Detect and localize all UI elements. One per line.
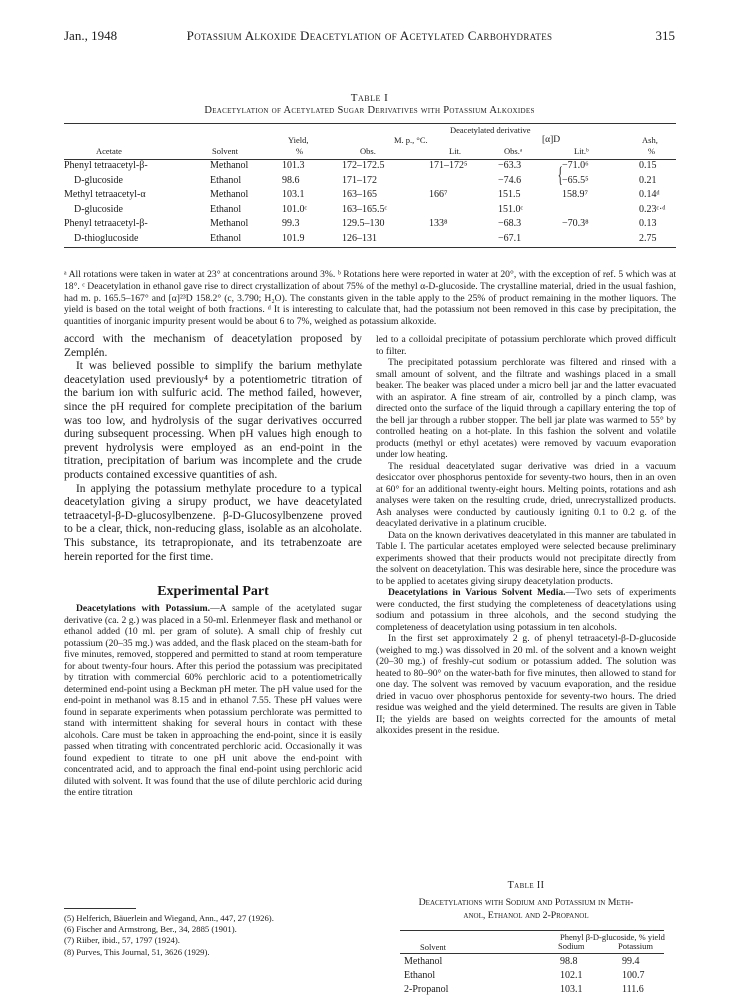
reference-footnotes [64, 913, 362, 958]
table1-cell-mp-obs: 129.5–130 [342, 218, 385, 229]
table1-row [64, 189, 676, 204]
table2-cell-sodium: 103.1 [560, 984, 583, 995]
table2-header-potassium: Potassium [618, 941, 653, 951]
table2-header-solvent: Solvent [420, 942, 446, 952]
table1-cell-acetate: D-thioglucoside [74, 232, 139, 244]
table1-cell-rot-lit: −71.0⁶ [562, 160, 589, 171]
table1-label: Table I [350, 92, 389, 104]
running-title: Potassium Alkoxide Deacetylation of Acetylated Carbohydrates [186, 28, 553, 43]
subheading: Deacetylations with Potassium. [76, 603, 211, 614]
table1-cell-mp-obs: 163–165 [342, 189, 377, 200]
paragraph: —Two sets of experiments were conducted, the first studying the completeness of deacetylations using sodium and potassium in three alcohols, and the second studying the completeness of deacetylation using potassium in ten alcohols. [376, 587, 676, 633]
table1-cell-rot-obs: 151.0ᶜ [498, 203, 524, 215]
table1-cell-solvent: Ethanol [210, 174, 242, 186]
table1-cell-ash: 2.75 [639, 232, 657, 244]
table1-cell-yield: 101.3 [282, 160, 305, 171]
table1-cell-ash: 0.13 [639, 218, 657, 229]
table1-cell-rot-obs: −67.1 [498, 232, 522, 244]
table1-cell-ash: 0.14ᵈ [639, 189, 660, 200]
table1-header-ash-unit: % [648, 146, 656, 156]
table1-cell-solvent: Methanol [210, 189, 249, 200]
table1-cell-acetate: D-glucoside [74, 203, 123, 215]
page-number: 315 [655, 28, 675, 43]
table1-footnotes: ᵃ All rotations were taken in water at 23° at concentrations around 3%. ᵇ Rotations here were reported in water at 20°, with the exception of ref. 5 which was at 18°. ᶜ Deacetylation in ethanol gave rise to direct crystallization of about 75% of the methyl α-D-glucoside. The crystalline material, dried in the usual fashion, had m. p. 165.5–167° and [α]²³D 158.2° (c, 3.790; H₂O). The constants given in the table apply to the 25% of product remaining in the mother liquors. The yield is based on the total weight of both fractions. ᵈ It is interesting to calculate that, had the potassium not been removed in this case by precipitation, the quantities of inorganic impurity present would be about 6 to 7%, weighed as potassium alkoxide. [64, 269, 676, 328]
paragraph: accord with the mechanism of deacetylation proposed by Zemplén. [64, 333, 362, 359]
footnote: (7) Riiber, ibid., 57, 1797 (1924). [64, 935, 180, 946]
table1-cell-rot-lit: −70.3⁸ [562, 218, 589, 229]
table1-cell-solvent: Ethanol [210, 203, 242, 215]
table2-cell-solvent: Methanol [404, 956, 443, 967]
table1-cell-rot-lit: 158.9⁷ [562, 189, 588, 200]
footnote: (5) Helferich, Bäuerlein and Wiegand, Ann., 447, 27 (1926). [64, 913, 274, 923]
table2-cell-sodium: 102.1 [560, 970, 583, 981]
paragraph: led to a colloidal precipitate of potassium perchlorate which proved difficult to filter. [376, 334, 676, 357]
table1-cell-rot-lit: −65.5⁵ [562, 174, 589, 186]
table1-row [64, 233, 676, 248]
table2-group-header: Phenyl β-D-glucoside, % yield [560, 932, 665, 942]
table2-row [400, 954, 664, 968]
table2-cell-potassium: 100.7 [622, 970, 645, 981]
table1-header-yield-unit: % [296, 146, 304, 156]
table1-cell-yield: 101.9 [282, 232, 305, 244]
table1-cell-yield: 103.1 [282, 189, 305, 200]
table2-header-sodium: Sodium [558, 941, 585, 951]
table1-header-acetate: Acetate [96, 146, 122, 156]
table1-cell-mp-obs: 172–172.5 [342, 160, 385, 171]
table1-row [64, 175, 676, 190]
paragraph: The residual deacetylated sugar derivative was dried in a vacuum desiccator over phosphorus pentoxide for seventy-two hours, then in an oven at 60° for an additional twenty-eight hours. Melting points, rotations and ash analyses were taken on the resulting crude, dried, unrecrystallized products. Ash analyses were conducted by cautiously igniting 0.1 to 0.2 g. of the deacylated derivative in a platinum crucible. [376, 460, 676, 529]
footnote: (8) Purves, This Journal, 51, 3626 (1929). [64, 946, 210, 957]
brace-mark: { [557, 162, 563, 187]
table1-cell-rot-obs: 151.5 [498, 189, 521, 200]
issue-date: Jan., 1948 [64, 28, 118, 43]
table1-header-yield: Yield, [288, 135, 309, 145]
table1-cell-rot-obs: −74.6 [498, 174, 522, 186]
table2-cell-solvent: Ethanol [404, 970, 436, 981]
table1-cell-solvent: Ethanol [210, 232, 242, 244]
table1-cell-mp-obs: 126–131 [342, 232, 377, 244]
paragraph: The precipitated potassium perchlorate was filtered and rinsed with a small amount of solvent, and the filtrate and washings placed in a small beaker. The beaker was placed under a micro bell jar and the latter evacuated with an aspirator. A fine stream of air, controlled by a pinch clamp, was directed onto the surface of the liquid through a capillary entering the top of the bell jar through a rubber stopper. The bell jar plate was warmed to 55° by controlled heating on a hot-plate. In this fashion the solvent and volatile products (methyl or ethyl acetates) were removed by vacuum evaporation under low heating. [376, 357, 676, 460]
table1-cell-solvent: Methanol [210, 218, 249, 229]
table1-header-ash: Ash, [642, 135, 658, 145]
table1-cell-yield: 98.6 [282, 174, 300, 186]
running-header [64, 28, 675, 48]
table2-row [400, 968, 664, 982]
footnote: (6) Fischer and Armstrong, Ber., 34, 2885 (1901). [64, 924, 237, 935]
left-column-experimental [64, 603, 362, 799]
table1-group-header: Deacetylated derivative [450, 125, 531, 135]
table1-cell-mp-lit: 133⁸ [429, 218, 448, 229]
paragraph: In the first set approximately 2 g. of phenyl tetraacetyl-β-D-glucoside (weighed to mg.) was dissolved in 20 ml. of the solvent and a known weight (20–30 mg.) of freshly-cut sodium or potassium added. The solution was heated to 80–90° on the water-bath for five minutes, then allowed to stand for one day. The solvent was removed by vacuum evaporation, and the residue dried in vacuo over phosphorus pentoxide for seventy-two hours. The dried residue was weighed and the yield determined. The results are given in Table II; the yields are based on weights corrected for the amounts of metal alkoxides present in the residue. [376, 633, 676, 736]
paragraph: It was believed possible to simplify the barium methylate deacetylation used previously⁴ by a potentiometric titration of the barium ion with sulfuric acid. The method failed, however, since the pH required for complete precipitation of the barium was too low, and hydrolysis of the sugar derivatives occurred during subsequent processing. When pH values high enough to prevent hydrolysis were employed as an end-point in the titration, precipitation of barium was incomplete and the crude products contained excessive quantities of ash. [64, 360, 362, 481]
table1-cell-ash: 0.21 [639, 174, 657, 186]
table1-header-mp-obs: Obs. [360, 146, 376, 156]
table1-cell-acetate: Phenyl tetraacetyl-β- [64, 160, 148, 171]
table2-cell-potassium: 99.4 [622, 956, 640, 967]
table1-row [64, 204, 676, 219]
table1-cell-acetate: D-glucoside [74, 174, 123, 186]
table1-header-mp: M. p., °C. [394, 135, 428, 145]
right-column [376, 334, 676, 737]
table1-title: Deacetylation of Acetylated Sugar Derivatives with Potassium Alkoxides [204, 105, 535, 116]
table1-row [64, 218, 676, 233]
left-column-intro [64, 333, 362, 564]
table1-cell-acetate: Phenyl tetraacetyl-β- [64, 218, 148, 229]
table2-row [400, 982, 664, 996]
table1-cell-mp-lit: 166⁷ [429, 189, 448, 200]
table1-cell-rot-obs: −68.3 [498, 218, 522, 229]
table1-header-mp-lit: Lit. [449, 146, 462, 156]
table2-title: Deacetylations with Sodium and Potassium in Meth- anol, Ethanol and 2-Propanol [418, 897, 634, 921]
table1-cell-yield: 101.0ᶜ [282, 203, 308, 215]
table1 [64, 123, 676, 248]
table2-cell-potassium: 111.6 [622, 984, 644, 995]
table1-header-rot-lit: Lit.ᵇ [574, 146, 589, 156]
table1-cell-ash: 0.15 [639, 160, 657, 171]
table1-cell-mp-obs: 163–165.5ᶜ [342, 203, 388, 215]
table2-label: Table II [507, 880, 545, 891]
table1-header-rot-obs: Obs.ᵃ [504, 146, 523, 156]
table1-header-solvent: Solvent [212, 146, 238, 156]
table2 [400, 930, 664, 996]
subheading: Deacetylations in Various Solvent Media. [388, 587, 566, 598]
paragraph: In applying the potassium methylate procedure to a typical deacetylation giving a sirupy product, we have deacetylated tetraacetyl-β-D-glucosylbenzene. β-D-Glucosylbenzene proved to be a clear, thick, non-reducing glass, isolable as an alcoholate. This substance, its tetrapropionate, and its tetrabenzoate are herein reported for the first time. [64, 482, 362, 563]
paragraph: —A sample of the acetylated sugar derivative (ca. 2 g.) was placed in a 50-ml. Erlenmeyer flask and methanol or ethanol added (10 ml. per gram of solute). A small chip of freshly cut potassium (20–35 mg.) was added, and the flask placed on the steam-bath for five minutes, removed, stoppered and permitted to stand at room temperature for about twenty-four hours. After this period the potassium was precipitated by titration with commercial 60% perchloric acid to a potentiometrically determined end-point using a Beckman pH meter. The pH value used for the end-point in methanol was 8.15 and in ethanol 7.55. These pH values were found in separate experiments when potassium perchlorate was permitted to stand with intermittent shaking for several hours in contact with these alcohols. Care must be taken in approaching the end-point, since it is easily passed when titrating with concentrated perchloric acid. Occasionally it was found expedient to titrate to one pH unit above the end-point with concentrated acid, and to approach the final end-point using perchloric acid diluted with solvent. It was found that the use of dilute perchloric acid during the entire titration [64, 603, 362, 798]
table1-cell-yield: 99.3 [282, 218, 300, 229]
table2-cell-sodium: 98.8 [560, 956, 578, 967]
table1-cell-solvent: Methanol [210, 160, 249, 171]
table2-cell-solvent: 2-Propanol [404, 984, 449, 995]
table1-cell-acetate: Methyl tetraacetyl-α [64, 189, 146, 200]
table1-header-alpha: [α]D [542, 135, 561, 145]
section-heading: Experimental Part [157, 584, 269, 599]
table1-cell-ash: 0.23ᶜ·ᵈ [639, 203, 666, 215]
table1-cell-mp-lit: 171–172⁵ [429, 160, 468, 171]
table1-cell-rot-obs: −63.3 [498, 160, 522, 171]
table1-cell-mp-obs: 171–172 [342, 174, 377, 186]
paragraph: Data on the known derivatives deacetylated in this manner are tabulated in Table I. The particular acetates employed were selected because preliminary experiments showed that their products would not precipitate directly from the solvent on deacetylation. This was desirable here, since the procedure was to be applied to acetates giving sirupy deacetylation products. [376, 529, 676, 587]
